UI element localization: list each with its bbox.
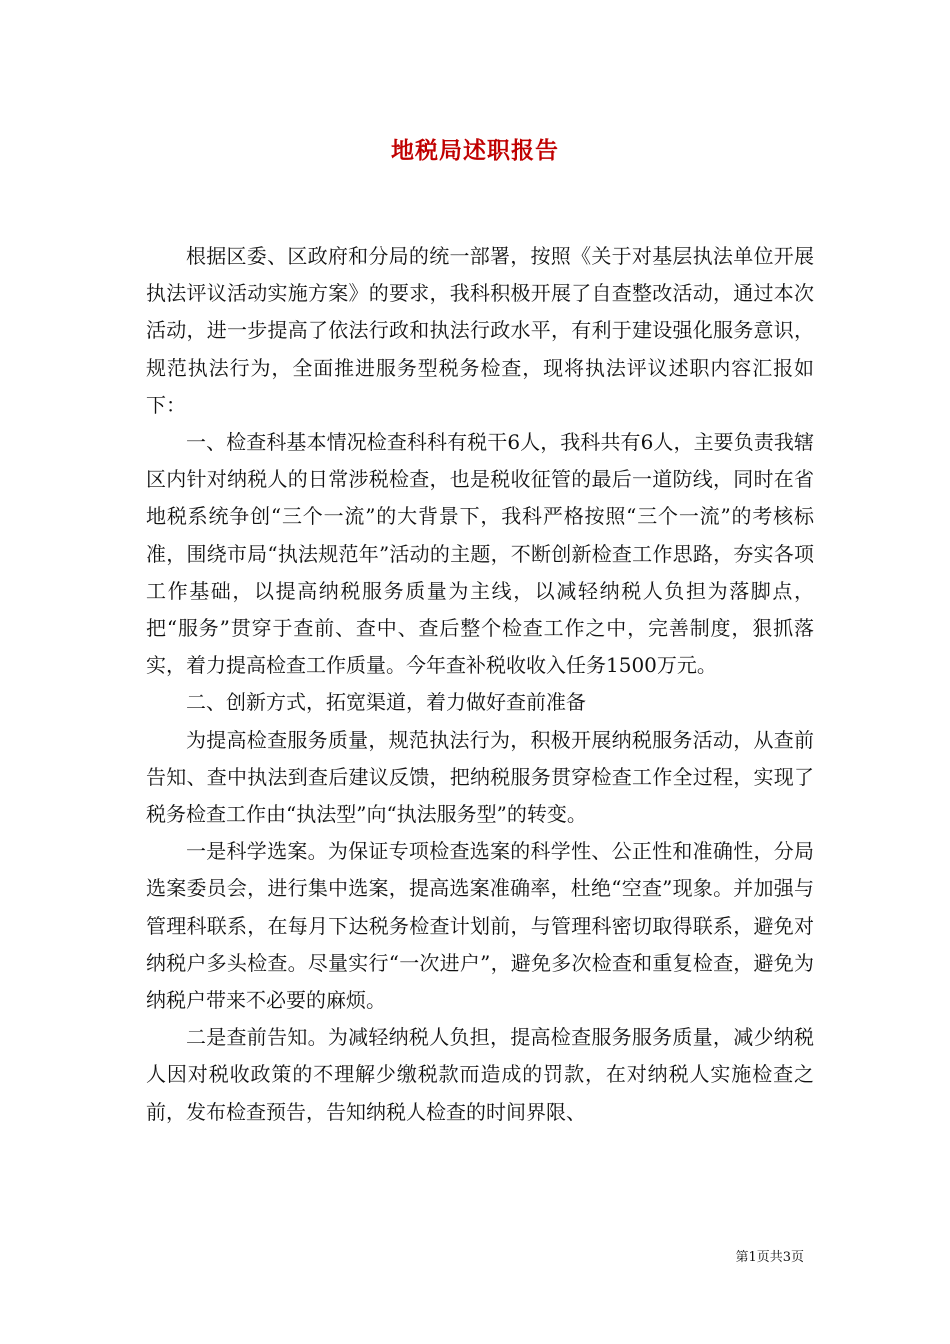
document-title: 地税局述职报告 — [391, 137, 559, 164]
paragraph-item-1: 一是科学选案。为保证专项检查选案的科学性、公正性和准确性，分局选案委员会，进行集中选案，提高选案准确率，杜绝“空查”现象。并加强与管理科联系，在每月下达税务检查计划前，与管理科密切取得联系，避免对纳税户多头检查。尽量实行“一次进户”，避免多次检查和重复检查，避免为纳税户带来不必要的麻烦。 — [146, 839, 814, 1013]
document-body — [146, 238, 814, 1131]
page-number: 第1页共3页 — [735, 1250, 804, 1265]
paragraph-section-2-body: 为提高检查服务质量，规范执法行为，积极开展纳税服务活动，从查前告知、查中执法到查后建议反馈，把纳税服务贯穿检查工作全过程，实现了税务检查工作由“执法型”向“执法服务型”的转变。 — [146, 727, 814, 827]
paragraph-section-1: 一、检查科基本情况检查科科有税干6人，我科共有6人，主要负责我辖区内针对纳税人的日常涉税检查，也是税收征管的最后一道防线，同时在省地税系统争创“三个一流”的大背景下，我科严格按照“三个一流”的考核标准，围绕市局“执法规范年”活动的主题，不断创新检查工作思路，夯实各项工作基础，以提高纳税服务质量为主线，以减轻纳税人负担为落脚点，把“服务”贯穿于查前、查中、查后整个检查工作之中，完善制度，狠抓落实，着力提高检查工作质量。今年查补税收收入任务1500万元。 — [146, 430, 814, 678]
paragraph-section-2-heading: 二、创新方式，拓宽渠道，着力做好查前准备 — [186, 690, 586, 715]
paragraph-item-2: 二是查前告知。为减轻纳税人负担，提高检查服务服务质量，减少纳税人因对税收政策的不理解少缴税款而造成的罚款，在对纳税人实施检查之前，发布检查预告，告知纳税人检查的时间界限、 — [146, 1025, 814, 1124]
paragraph-intro: 根据区委、区政府和分局的统一部署，按照《关于对基层执法单位开展执法评议活动实施方案》的要求，我科积极开展了自查整改活动，通过本次活动，进一步提高了依法行政和执法行政水平，有利于建设强化服务意识，规范执法行为，全面推进服务型税务检查，现将执法评议述职内容汇报如下： — [146, 244, 814, 417]
